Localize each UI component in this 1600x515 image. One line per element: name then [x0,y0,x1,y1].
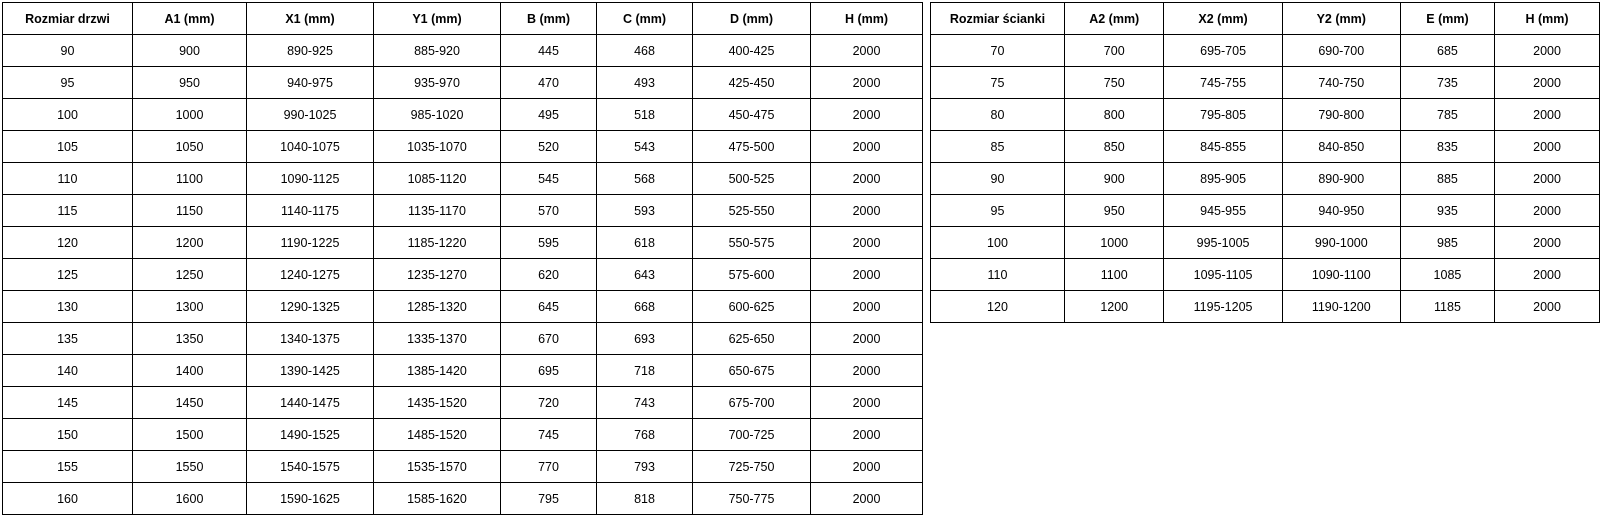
doors-column-header: Rozmiar drzwi [3,3,133,35]
table-cell: 845-855 [1164,131,1282,163]
table-cell: 1100 [133,163,247,195]
walls-size-cell: 70 [931,35,1065,67]
table-row [3,387,923,419]
table-cell: 945-955 [1164,195,1282,227]
table-row [3,291,923,323]
table-cell: 840-850 [1282,131,1400,163]
table-cell: 1185-1220 [374,227,501,259]
doors-size-cell: 155 [3,451,133,483]
table-cell: 895-905 [1164,163,1282,195]
table-cell: 750-775 [693,483,811,515]
walls-column-header: E (mm) [1400,3,1494,35]
table-cell: 400-425 [693,35,811,67]
table-row [3,227,923,259]
table-row [931,291,1600,323]
table-row [3,67,923,99]
table-cell: 985-1020 [374,99,501,131]
table-cell: 493 [597,67,693,99]
table-row [3,131,923,163]
walls-column-header: Rozmiar ścianki [931,3,1065,35]
table-cell: 2000 [1495,99,1600,131]
table-row [3,195,923,227]
table-cell: 425-450 [693,67,811,99]
table-row [931,67,1600,99]
table-row [3,355,923,387]
doors-dimensions-table [2,2,923,515]
table-cell: 1035-1070 [374,131,501,163]
doors-column-header: C (mm) [597,3,693,35]
table-row [3,451,923,483]
table-cell: 470 [501,67,597,99]
table-cell: 1100 [1064,259,1164,291]
table-cell: 1250 [133,259,247,291]
table-cell: 990-1000 [1282,227,1400,259]
table-row [931,163,1600,195]
doors-size-cell: 110 [3,163,133,195]
doors-column-header: A1 (mm) [133,3,247,35]
doors-size-cell: 160 [3,483,133,515]
walls-column-header: Y2 (mm) [1282,3,1400,35]
table-row [3,163,923,195]
table-cell: 770 [501,451,597,483]
table-cell: 1185 [1400,291,1494,323]
walls-size-cell: 90 [931,163,1065,195]
doors-size-cell: 130 [3,291,133,323]
table-row [931,35,1600,67]
table-cell: 518 [597,99,693,131]
table-cell: 1350 [133,323,247,355]
table-cell: 1240-1275 [247,259,374,291]
table-cell: 1450 [133,387,247,419]
table-cell: 1440-1475 [247,387,374,419]
walls-table-body [931,35,1600,323]
table-cell: 468 [597,35,693,67]
table-cell: 850 [1064,131,1164,163]
table-cell: 670 [501,323,597,355]
table-cell: 995-1005 [1164,227,1282,259]
table-cell: 550-575 [693,227,811,259]
walls-table-header [931,3,1600,35]
table-cell: 695 [501,355,597,387]
table-cell: 750 [1064,67,1164,99]
table-cell: 643 [597,259,693,291]
walls-size-cell: 110 [931,259,1065,291]
table-cell: 700-725 [693,419,811,451]
table-cell: 885-920 [374,35,501,67]
table-row [3,323,923,355]
table-cell: 2000 [1495,291,1600,323]
table-cell: 620 [501,259,597,291]
doors-column-header: Y1 (mm) [374,3,501,35]
table-cell: 675-700 [693,387,811,419]
table-cell: 1150 [133,195,247,227]
table-cell: 695-705 [1164,35,1282,67]
table-cell: 668 [597,291,693,323]
doors-column-header: D (mm) [693,3,811,35]
table-cell: 835 [1400,131,1494,163]
table-cell: 885 [1400,163,1494,195]
table-cell: 2000 [811,483,923,515]
table-cell: 2000 [1495,35,1600,67]
table-cell: 940-950 [1282,195,1400,227]
table-row [3,419,923,451]
table-cell: 1050 [133,131,247,163]
table-cell: 745-755 [1164,67,1282,99]
table-row [931,131,1600,163]
table-cell: 2000 [811,163,923,195]
table-cell: 545 [501,163,597,195]
table-cell: 2000 [811,131,923,163]
table-cell: 1040-1075 [247,131,374,163]
walls-table-container [930,2,1600,323]
table-cell: 2000 [811,99,923,131]
table-cell: 900 [133,35,247,67]
table-cell: 650-675 [693,355,811,387]
table-cell: 1540-1575 [247,451,374,483]
table-cell: 1135-1170 [374,195,501,227]
doors-size-cell: 150 [3,419,133,451]
table-cell: 1000 [133,99,247,131]
table-cell: 1535-1570 [374,451,501,483]
table-row [3,99,923,131]
table-row [3,483,923,515]
table-cell: 450-475 [693,99,811,131]
table-cell: 1485-1520 [374,419,501,451]
walls-size-cell: 80 [931,99,1065,131]
table-cell: 2000 [811,227,923,259]
doors-size-cell: 90 [3,35,133,67]
table-cell: 1600 [133,483,247,515]
table-cell: 720 [501,387,597,419]
table-cell: 495 [501,99,597,131]
doors-column-header: X1 (mm) [247,3,374,35]
table-cell: 2000 [811,195,923,227]
walls-column-header: A2 (mm) [1064,3,1164,35]
table-row [931,99,1600,131]
table-cell: 1285-1320 [374,291,501,323]
table-cell: 500-525 [693,163,811,195]
table-cell: 700 [1064,35,1164,67]
table-cell: 2000 [811,419,923,451]
table-row [931,195,1600,227]
table-cell: 1290-1325 [247,291,374,323]
table-cell: 645 [501,291,597,323]
table-cell: 2000 [811,451,923,483]
table-cell: 768 [597,419,693,451]
table-cell: 1490-1525 [247,419,374,451]
table-header-row [931,3,1600,35]
table-cell: 800 [1064,99,1164,131]
table-cell: 950 [1064,195,1164,227]
table-cell: 1085 [1400,259,1494,291]
table-cell: 1000 [1064,227,1164,259]
table-cell: 520 [501,131,597,163]
table-cell: 818 [597,483,693,515]
walls-size-cell: 75 [931,67,1065,99]
walls-size-cell: 100 [931,227,1065,259]
table-row [3,35,923,67]
walls-column-header: X2 (mm) [1164,3,1282,35]
table-cell: 735 [1400,67,1494,99]
table-cell: 1335-1370 [374,323,501,355]
table-cell: 2000 [811,323,923,355]
table-cell: 2000 [1495,67,1600,99]
doors-size-cell: 125 [3,259,133,291]
table-cell: 935-970 [374,67,501,99]
table-cell: 1190-1225 [247,227,374,259]
table-cell: 1500 [133,419,247,451]
table-cell: 785 [1400,99,1494,131]
table-cell: 1590-1625 [247,483,374,515]
walls-dimensions-table [930,2,1600,323]
table-row [931,259,1600,291]
table-cell: 600-625 [693,291,811,323]
walls-size-cell: 95 [931,195,1065,227]
table-row [931,227,1600,259]
doors-size-cell: 100 [3,99,133,131]
table-cell: 2000 [1495,259,1600,291]
doors-column-header: B (mm) [501,3,597,35]
table-cell: 1235-1270 [374,259,501,291]
table-cell: 950 [133,67,247,99]
doors-size-cell: 105 [3,131,133,163]
table-cell: 740-750 [1282,67,1400,99]
doors-table-header [3,3,923,35]
table-cell: 693 [597,323,693,355]
doors-table-container [2,2,923,515]
table-cell: 593 [597,195,693,227]
table-cell: 725-750 [693,451,811,483]
walls-size-cell: 85 [931,131,1065,163]
table-cell: 2000 [1495,195,1600,227]
table-cell: 445 [501,35,597,67]
table-cell: 900 [1064,163,1164,195]
table-cell: 1085-1120 [374,163,501,195]
table-cell: 1400 [133,355,247,387]
table-cell: 525-550 [693,195,811,227]
table-cell: 1090-1125 [247,163,374,195]
doors-size-cell: 135 [3,323,133,355]
table-header-row [3,3,923,35]
table-cell: 2000 [811,67,923,99]
table-cell: 935 [1400,195,1494,227]
table-cell: 618 [597,227,693,259]
table-cell: 790-800 [1282,99,1400,131]
table-cell: 2000 [811,35,923,67]
table-cell: 718 [597,355,693,387]
doors-table-body [3,35,923,515]
table-cell: 890-925 [247,35,374,67]
walls-size-cell: 120 [931,291,1065,323]
table-cell: 1390-1425 [247,355,374,387]
walls-column-header: H (mm) [1495,3,1600,35]
table-cell: 940-975 [247,67,374,99]
doors-size-cell: 115 [3,195,133,227]
table-cell: 795-805 [1164,99,1282,131]
table-cell: 2000 [811,387,923,419]
table-cell: 475-500 [693,131,811,163]
table-cell: 543 [597,131,693,163]
table-cell: 1585-1620 [374,483,501,515]
table-cell: 1385-1420 [374,355,501,387]
doors-column-header: H (mm) [811,3,923,35]
table-cell: 1140-1175 [247,195,374,227]
doors-size-cell: 145 [3,387,133,419]
table-cell: 1190-1200 [1282,291,1400,323]
table-cell: 1095-1105 [1164,259,1282,291]
table-cell: 1195-1205 [1164,291,1282,323]
table-cell: 2000 [1495,131,1600,163]
table-row [3,259,923,291]
table-cell: 985 [1400,227,1494,259]
table-cell: 2000 [1495,227,1600,259]
table-cell: 2000 [1495,163,1600,195]
table-cell: 1200 [133,227,247,259]
doors-size-cell: 120 [3,227,133,259]
doors-size-cell: 95 [3,67,133,99]
table-cell: 890-900 [1282,163,1400,195]
table-cell: 745 [501,419,597,451]
doors-size-cell: 140 [3,355,133,387]
table-cell: 990-1025 [247,99,374,131]
table-cell: 1090-1100 [1282,259,1400,291]
table-cell: 1300 [133,291,247,323]
table-cell: 1435-1520 [374,387,501,419]
table-cell: 595 [501,227,597,259]
table-cell: 575-600 [693,259,811,291]
table-cell: 568 [597,163,693,195]
table-cell: 743 [597,387,693,419]
table-cell: 1200 [1064,291,1164,323]
table-cell: 2000 [811,355,923,387]
table-cell: 2000 [811,259,923,291]
table-cell: 690-700 [1282,35,1400,67]
table-cell: 795 [501,483,597,515]
table-cell: 2000 [811,291,923,323]
table-cell: 1550 [133,451,247,483]
table-cell: 625-650 [693,323,811,355]
table-cell: 685 [1400,35,1494,67]
table-cell: 1340-1375 [247,323,374,355]
table-cell: 570 [501,195,597,227]
table-cell: 793 [597,451,693,483]
